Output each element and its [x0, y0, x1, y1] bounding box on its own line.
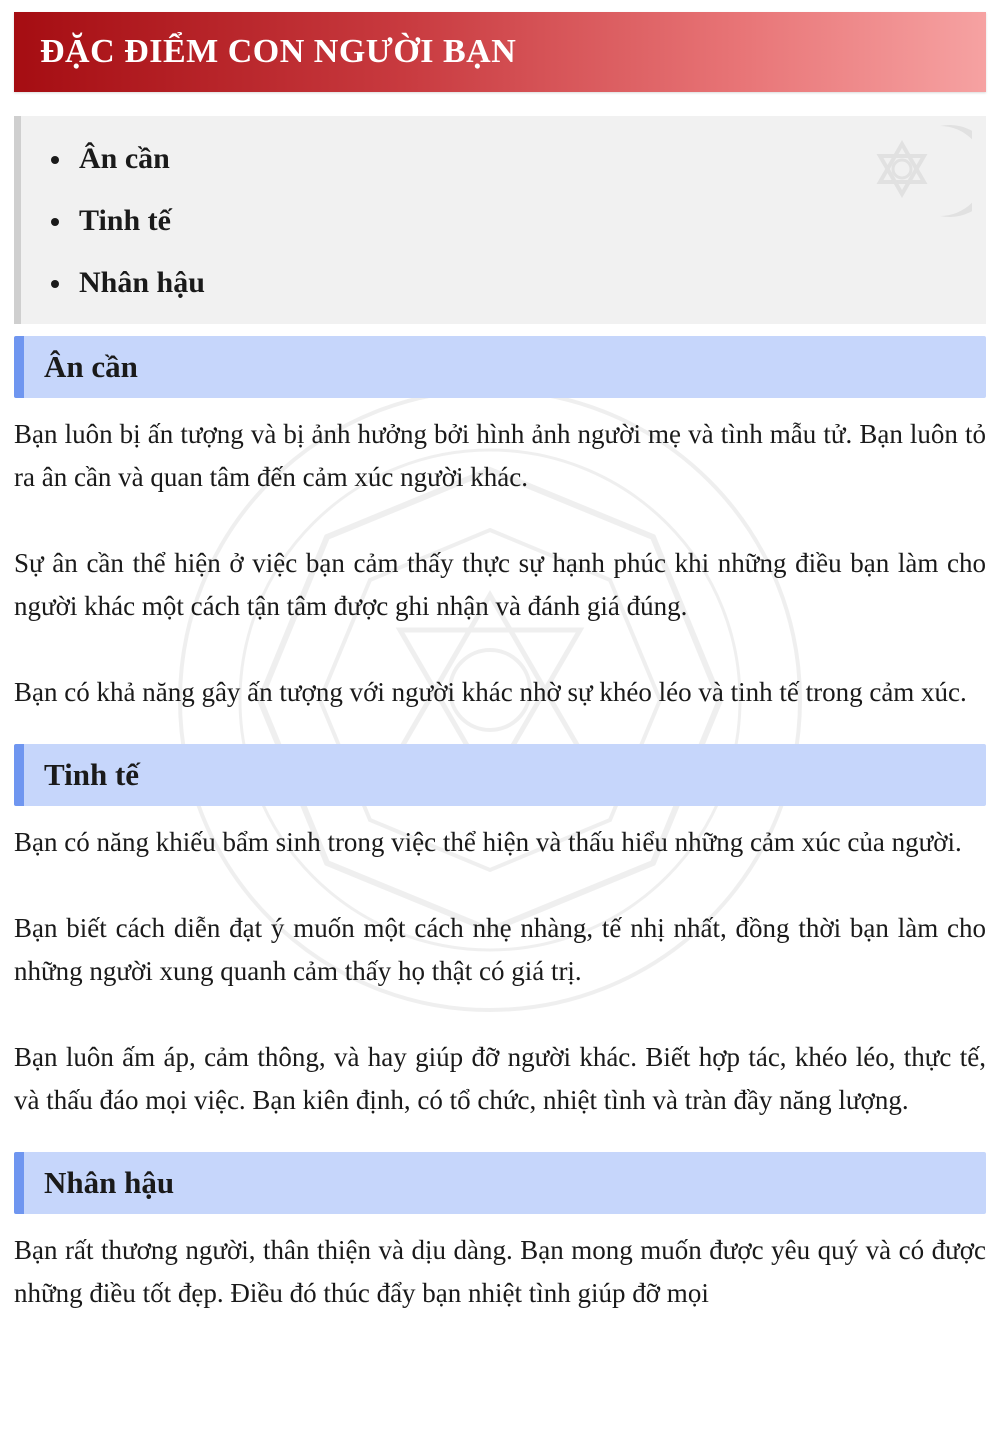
bullet-icon [51, 218, 59, 226]
paragraph: Bạn có khả năng gây ấn tượng với người khác nhờ sự khéo léo và tinh tế trong cảm xúc. [14, 677, 967, 707]
section-heading-nhan-hau [14, 1152, 986, 1214]
page-title: ĐẶC ĐIỂM CON NGƯỜI BẠN [40, 33, 517, 70]
paragraph: Bạn rất thương người, thân thiện và dịu dàng. Bạn mong muốn được yêu quý và có được những điều tốt đẹp. Điều đó thúc đẩy bạn nhiệt tình giúp đỡ mọi [14, 1235, 986, 1308]
summary-list [41, 128, 986, 314]
section-heading-an-can [14, 336, 986, 398]
paragraph: Bạn luôn ấm áp, cảm thông, và hay giúp đỡ người khác. Biết hợp tác, khéo léo, thực tế, và thấu đáo mọi việc. Bạn kiên định, có tổ chức, nhiệt tình và tràn đầy năng lượng. [14, 1042, 986, 1115]
section-heading-text: Nhân hậu [44, 1165, 175, 1200]
section-heading-tinh-te [14, 744, 986, 806]
star-of-david-logo-icon [862, 116, 972, 226]
paragraph: Sự ân cần thể hiện ở việc bạn cảm thấy thực sự hạnh phúc khi những điều bạn làm cho người khác một cách tận tâm được ghi nhận và đánh giá đúng. [14, 548, 986, 621]
paragraph: Bạn có năng khiếu bẩm sinh trong việc thể hiện và thấu hiểu những cảm xúc của người. [14, 827, 962, 857]
page-title-banner [14, 12, 986, 92]
summary-item: Tinh tế [41, 190, 986, 252]
paragraph: Bạn biết cách diễn đạt ý muốn một cách nhẹ nhàng, tế nhị nhất, đồng thời bạn làm cho những người xung quanh cảm thấy họ thật có giá trị. [14, 913, 986, 986]
bullet-icon [51, 156, 59, 164]
summary-box [14, 116, 986, 324]
summary-item: Ân cần [41, 128, 986, 190]
paragraph: Bạn luôn bị ấn tượng và bị ảnh hưởng bởi hình ảnh người mẹ và tình mẫu tử. Bạn luôn tỏ ra ân cần và quan tâm đến cảm xúc người khác. [14, 419, 986, 492]
section-heading-text: Ân cần [44, 349, 138, 384]
summary-item: Nhân hậu [41, 252, 986, 314]
bullet-icon [51, 280, 59, 288]
section-heading-text: Tinh tế [44, 757, 140, 792]
